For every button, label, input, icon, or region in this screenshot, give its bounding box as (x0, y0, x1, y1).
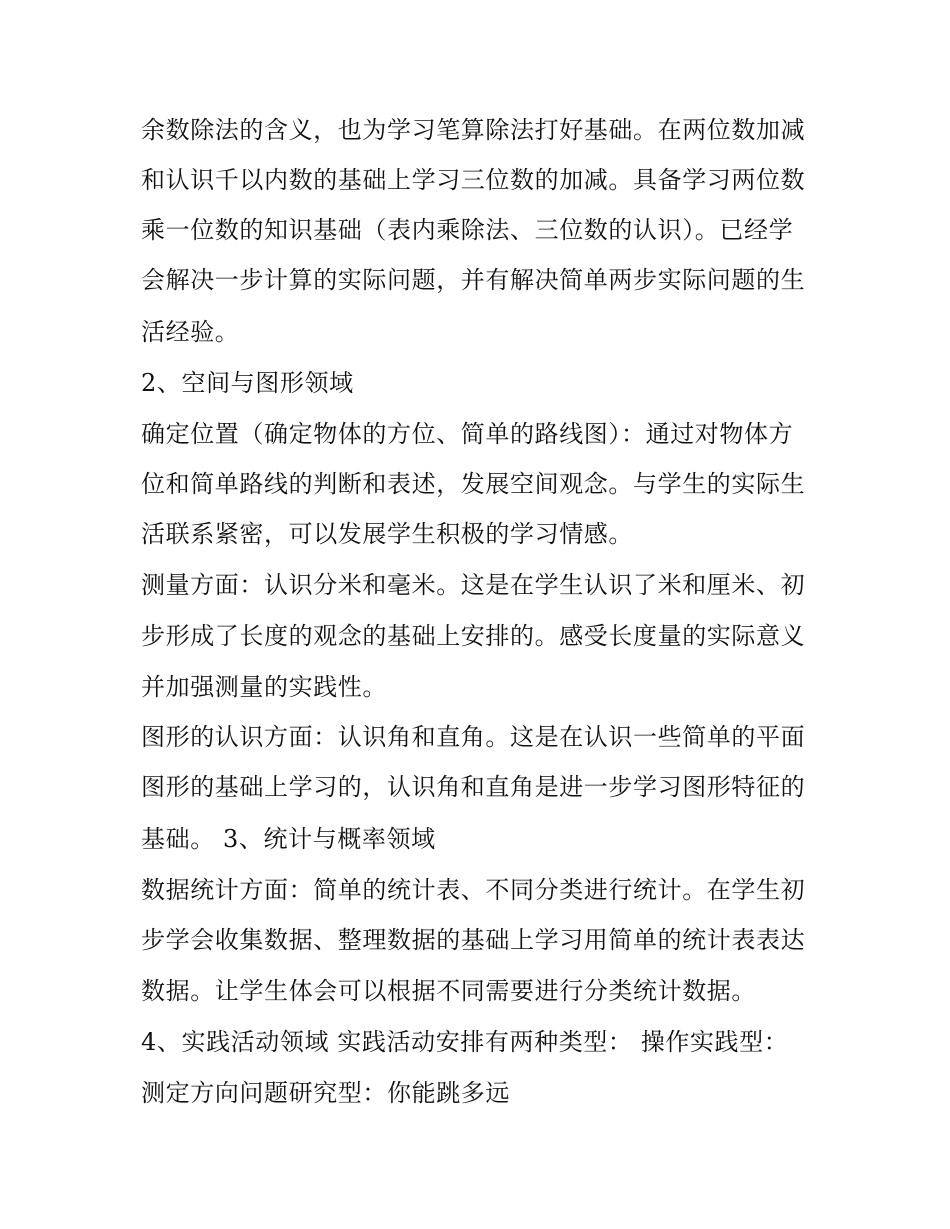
text-line: 数据统计方面：简单的统计表、不同分类进行统计。在学生初 (141, 876, 806, 904)
text-line: 确定位置（确定物体的方位、简单的路线图）：通过对物体方 (141, 420, 794, 448)
text-line: 测量方面：认识分米和毫米。这是在学生认识了米和厘米、初 (141, 571, 806, 599)
text-line: 余数除法的含义，也为学习笔算除法打好基础。在两位数加减 (141, 116, 806, 144)
text-line: 并加强测量的实践性。 (141, 673, 387, 701)
text-line: 步形成了长度的观念的基础上安排的。感受长度量的实际意义 (141, 622, 806, 650)
text-line: 数据。让学生体会可以根据不同需要进行分类统计数据。 (141, 977, 756, 1005)
text-line: 和认识千以内数的基础上学习三位数的加减。具备学习两位数 (141, 166, 806, 194)
text-line: 图形的认识方面：认识角和直角。这是在认识一些简单的平面 (141, 723, 806, 751)
text-line: 4、实践活动领域 实践活动安排有两种类型： 操作实践型： (141, 1028, 789, 1056)
text-line: 活联系紧密，可以发展学生积极的学习情感。 (141, 520, 633, 548)
text-line: 步学会收集数据、整理数据的基础上学习用简单的统计表表达 (141, 926, 806, 954)
text-line: 活经验。 (141, 318, 240, 346)
section-heading: 2、空间与图形领域 (141, 369, 354, 397)
text-line: 乘一位数的知识基础（表内乘除法、三位数的认识）。已经学 (141, 216, 794, 244)
text-line: 基础。 3、统计与概率领域 (141, 825, 436, 853)
text-line: 测定方向问题研究型：你能跳多远 (141, 1079, 510, 1107)
text-line: 图形的基础上学习的，认识角和直角是进一步学习图形特征的 (141, 773, 806, 801)
text-line: 位和简单路线的判断和表述，发展空间观念。与学生的实际生 (141, 470, 806, 498)
text-line: 会解决一步计算的实际问题，并有解决简单两步实际问题的生 (141, 266, 806, 294)
